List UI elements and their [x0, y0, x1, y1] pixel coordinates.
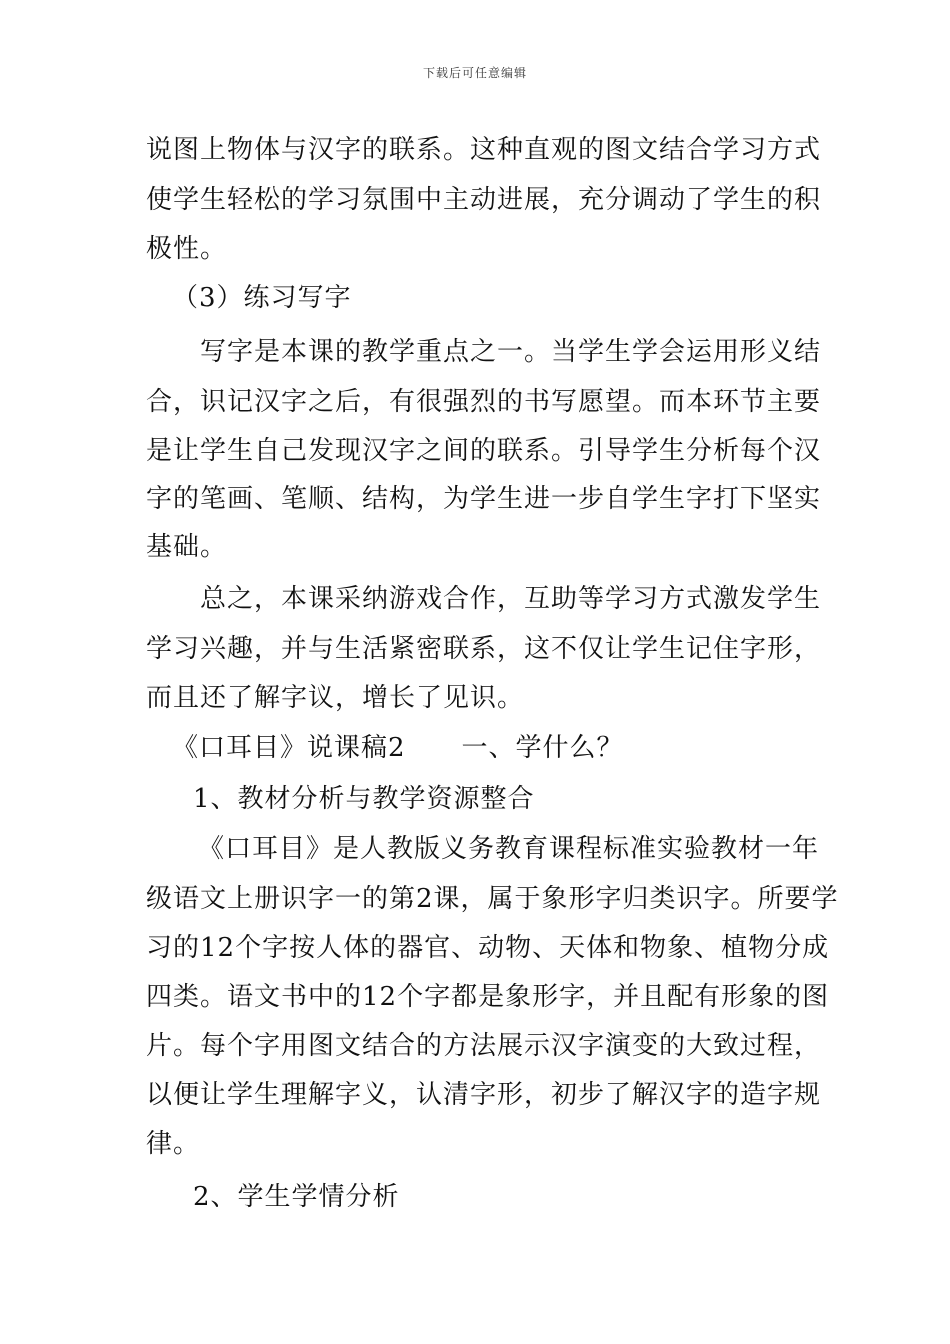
title-line — [172, 729, 806, 767]
paragraph-line: 说图上物体与汉字的联系。这种直观的图文结合学习方式 — [146, 135, 822, 165]
paragraph-line: 以便让学生理解字义，认清字形，初步了解汉字的造字规 — [146, 1080, 822, 1110]
paragraph-line: 基础。 — [146, 532, 228, 562]
paragraph-line: 总之，本课采纳游戏合作，互助等学习方式激发学生 — [200, 584, 822, 614]
paragraph-line: 而且还了解字议，增长了见识。 — [146, 683, 525, 713]
paragraph-line: 字的笔画、笔顺、结构，为学生进一步自学生字打下坚实 — [146, 484, 822, 514]
paragraph-line: 《口耳目》是人教版义务教育课程标准实验教材一年 — [198, 834, 820, 864]
paragraph-line: 习的12个字按人体的器官、动物、天体和物象、植物分成 — [146, 933, 830, 963]
section-heading: 一、学什么？ — [461, 733, 624, 763]
section-heading: （3）练习写字 — [172, 283, 352, 313]
paragraph-line: 学习兴趣，并与生活紧密联系，这不仅让学生记住字形， — [146, 634, 822, 664]
paragraph-line: 律。 — [146, 1129, 201, 1159]
section-heading: 1、教材分析与教学资源整合 — [193, 784, 535, 814]
paragraph-line: 合，识记汉字之后，有很强烈的书写愿望。而本环节主要 — [146, 387, 822, 417]
paragraph-line: 四类。语文书中的12个字都是象形字，并且配有形象的图 — [146, 982, 830, 1012]
document-title: 《口耳目》说课稿2 — [172, 733, 406, 763]
paragraph-line: 写字是本课的教学重点之一。当学生学会运用形义结 — [200, 337, 822, 367]
paragraph-line: 是让学生自己发现汉字之间的联系。引导学生分析每个汉 — [146, 436, 822, 466]
paragraph-line: 极性。 — [146, 234, 228, 264]
paragraph-line: 使学生轻松的学习氛围中主动进展，充分调动了学生的积 — [146, 185, 822, 215]
paragraph-line: 片。每个字用图文结合的方法展示汉字演变的大致过程， — [146, 1031, 822, 1061]
page-header: 下载后可任意编辑 — [422, 66, 527, 80]
section-heading: 2、学生学情分析 — [193, 1182, 400, 1212]
paragraph-line: 级语文上册识字一的第2课，属于象形字归类识字。所要学 — [146, 884, 839, 914]
